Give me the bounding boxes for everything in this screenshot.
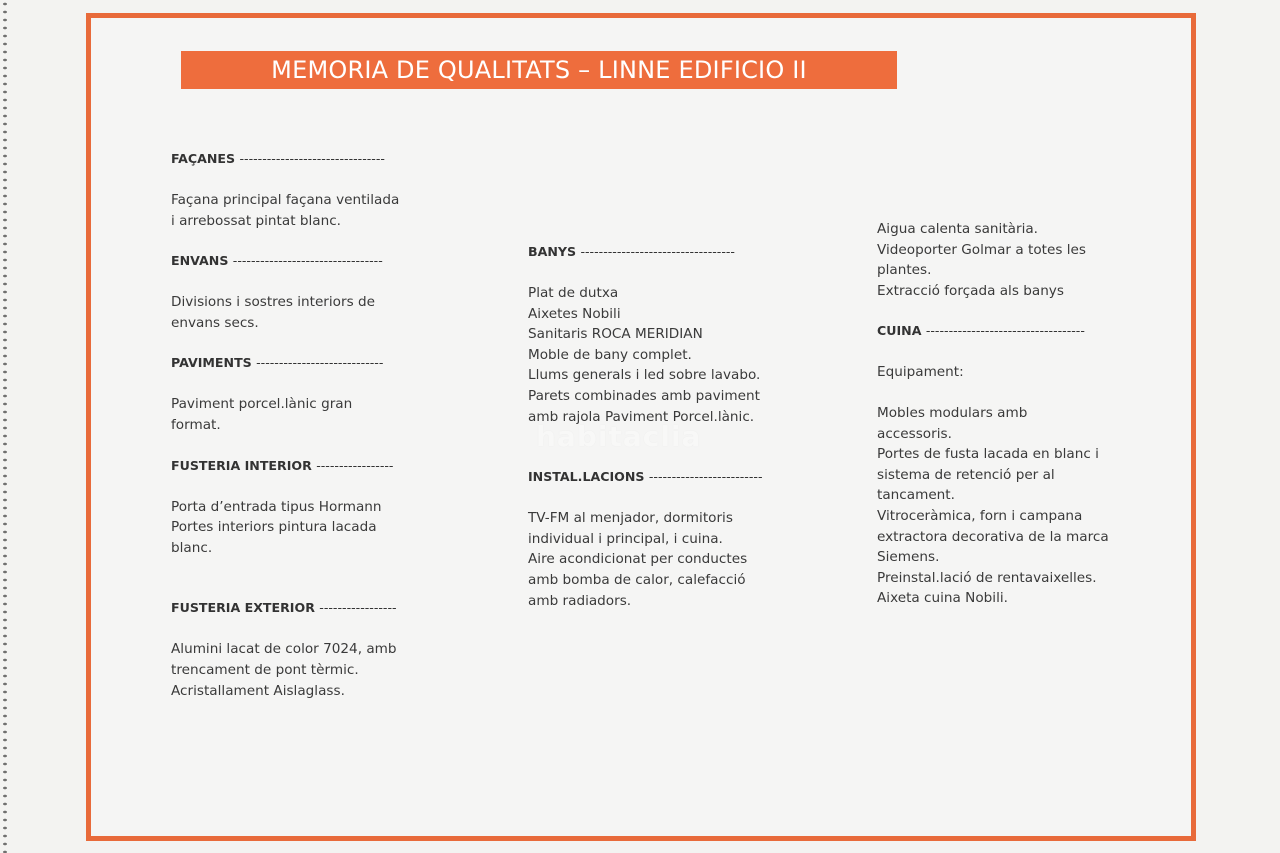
section-body-instal-lacions-cont: Aigua calenta sanitària. Videoporter Golmar a totes les plantes. Extracció forçada als banys [877, 221, 1086, 299]
document-sheet [86, 13, 1196, 841]
section-heading-fusteria-exterior: FUSTERIA EXTERIOR ----------------- [171, 600, 397, 616]
document-title: MEMORIA DE QUALITATS – LINNE EDIFICIO II [181, 51, 897, 89]
section-heading-paviments: PAVIMENTS ---------------------------- [171, 355, 384, 371]
section-heading-cuina: CUINA ----------------------------------- [877, 323, 1085, 339]
section-body-instal-lacions: TV-FM al menjador, dormitoris individual i principal, i cuina. Aire acondicionat per conductes amb bomba de calor, calefacció amb radiadors. [528, 510, 748, 609]
spiral-binding [0, 0, 12, 853]
section-heading-facanes: FAÇANES -------------------------------- [171, 151, 385, 166]
section-body-cuina: Mobles modulars amb accessoris. Portes de fusta lacada en blanc i sistema de retenció per al tancament. Vitroceràmica, forn i campana extractora decorativa de la marca Siemens. Preinstal.lació de rentavaixelles. Aixeta cuina Nobili. [877, 404, 1109, 607]
section-heading-envans: ENVANS --------------------------------- [171, 253, 383, 269]
column-left [171, 149, 431, 701]
section-heading-instal-lacions: INSTAL.LACIONS ------------------------- [528, 469, 763, 485]
watermark: habitaclia [536, 420, 702, 453]
section-heading-fusteria-interior: FUSTERIA INTERIOR ----------------- [171, 457, 394, 473]
section-body-cuina-equipament: Equipament: [877, 364, 964, 381]
column-right [877, 219, 1137, 609]
section-body-envans: Divisions i sostres interiors de envans secs. [171, 294, 375, 331]
section-body-fusteria-interior: Porta d’entrada tipus Hormann Portes interiors pintura lacada blanc. [171, 498, 382, 556]
section-body-facanes: Façana principal façana ventilada i arrebossat pintat blanc. [171, 192, 400, 229]
section-body-paviments: Paviment porcel.lànic gran format. [171, 396, 353, 433]
section-body-banys: Plat de dutxa Aixetes Nobili Sanitaris ROCA MERIDIAN Moble de bany complet. Llums generals i led sobre lavabo. Parets combinades amb paviment amb rajola Paviment Porcel.lànic. [528, 285, 761, 425]
section-body-fusteria-exterior: Alumini lacat de color 7024, amb trencament de pont tèrmic. Acristallament Aislaglass. [171, 641, 397, 699]
section-heading-banys: BANYS ---------------------------------- [528, 244, 735, 259]
